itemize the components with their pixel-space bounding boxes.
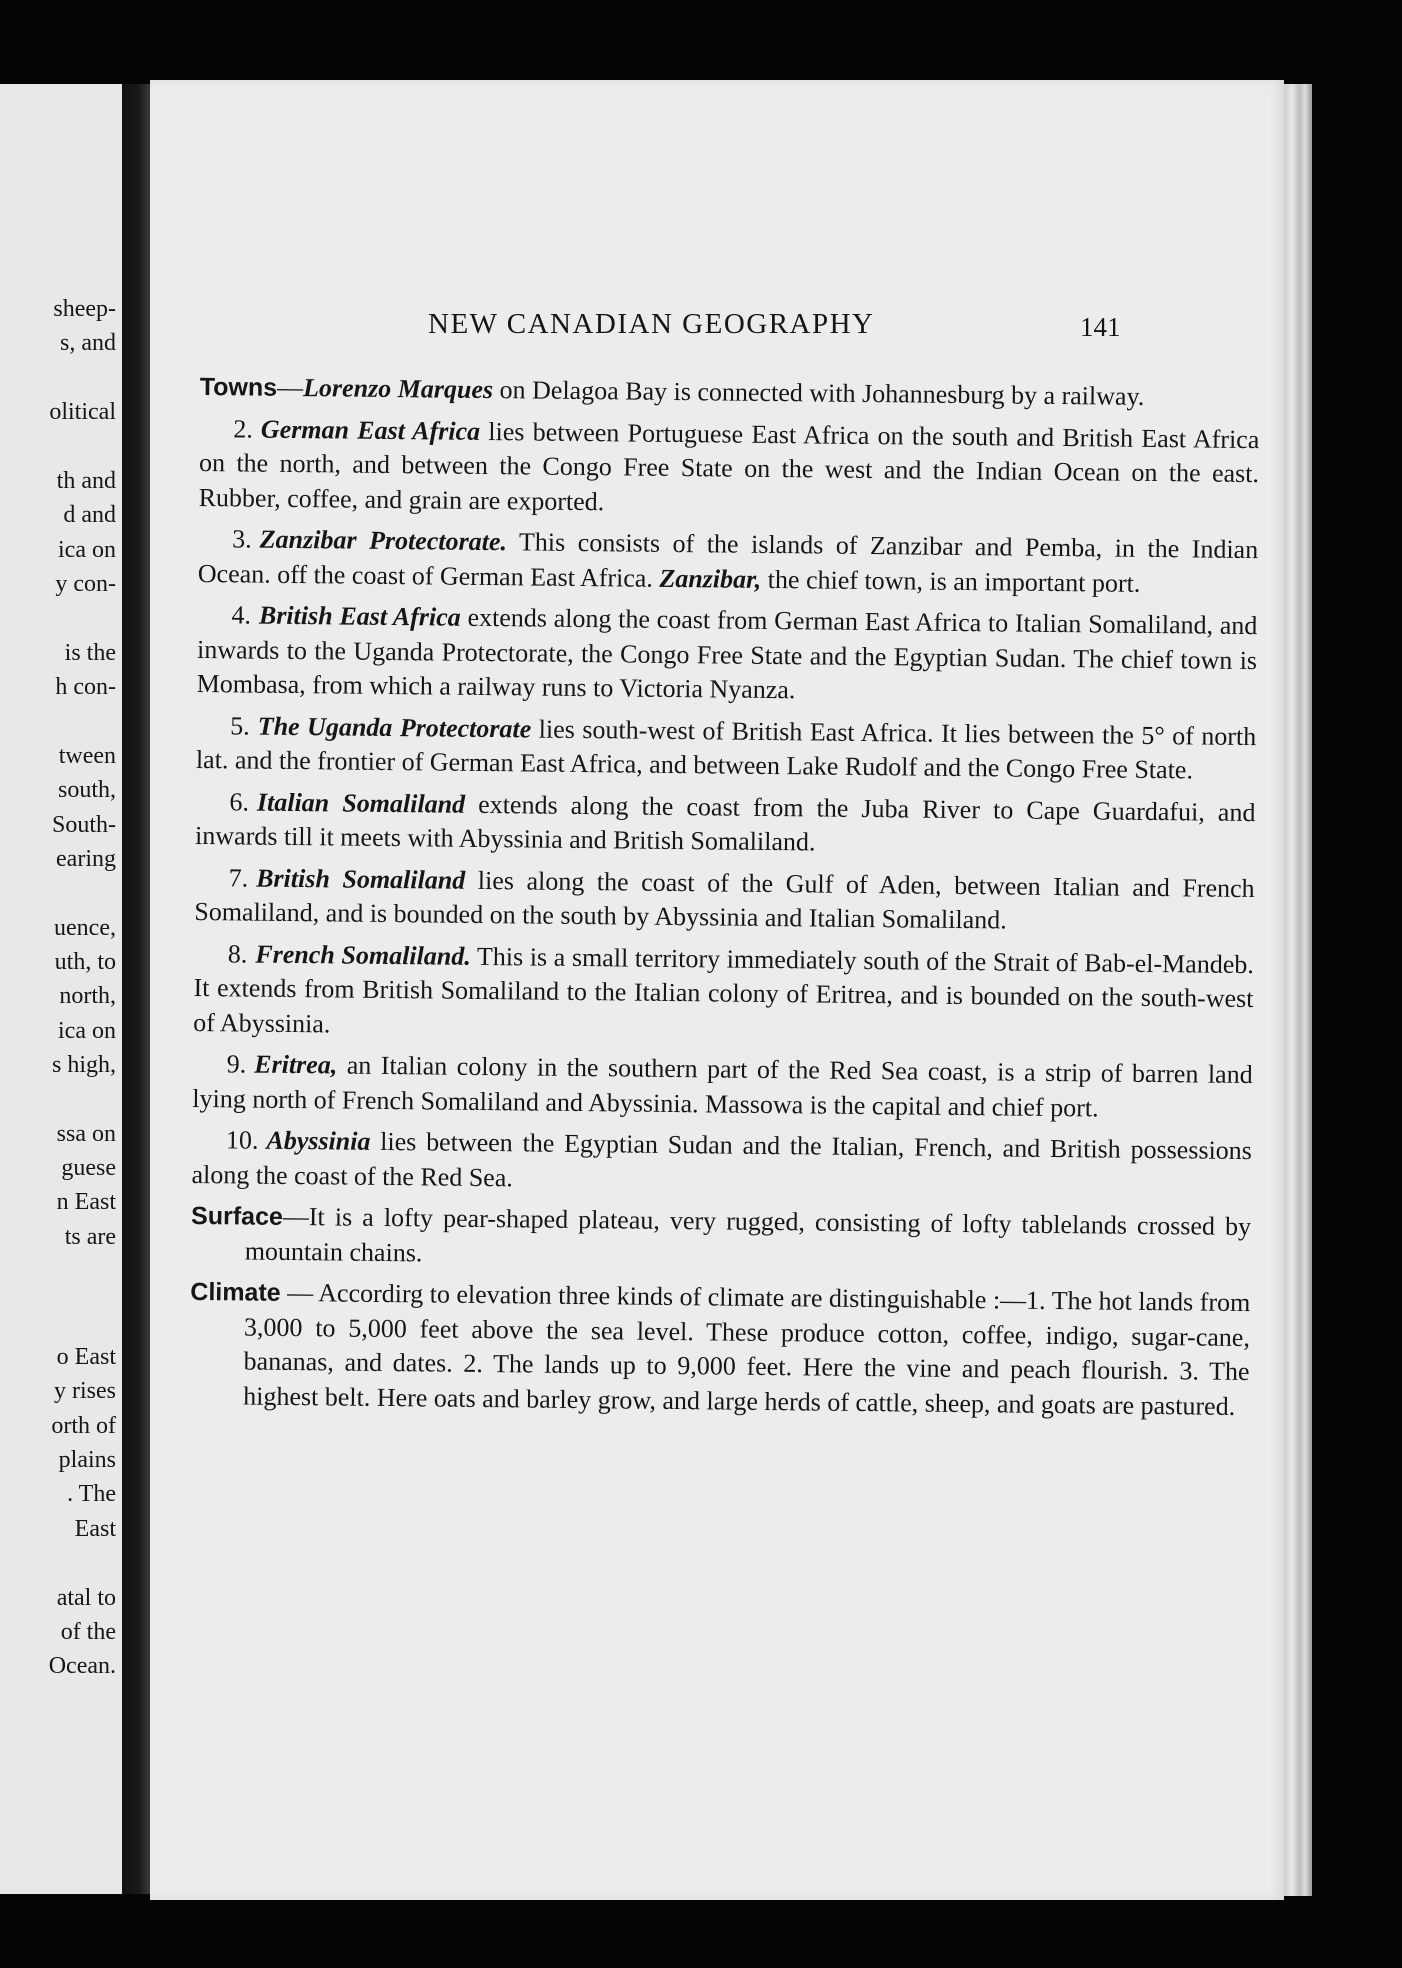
paragraph-text: an Italian colony in the southern part of the Red Sea coast, is a strip of barren land lying north of French Somaliland and Abyssinia. Massowa is the capital and chief port. [192, 1050, 1253, 1122]
paragraph-number: 6. [229, 786, 250, 817]
left-facing-page [0, 84, 122, 1894]
left-fragment: plains [58, 1447, 116, 1473]
left-fragment: south, [57, 777, 116, 803]
left-fragment: sheep- [53, 296, 116, 322]
main-page [150, 80, 1284, 1900]
paragraph-7 [194, 860, 1255, 940]
italic-place-name: British East Africa [258, 600, 461, 632]
left-fragment: ica on [58, 537, 116, 563]
italic-place-name: Italian Somaliland [256, 787, 466, 819]
book-gutter [122, 84, 150, 1894]
italic-place-name: Lorenzo Marques [302, 373, 494, 405]
paragraph-text: on Delagoa Bay is connected with Johannesburg by a railway. [492, 375, 1145, 411]
paragraph-text: the chief town, is an important port. [761, 564, 1141, 598]
left-fragment: olitical [49, 399, 116, 425]
italic-place-name: German East Africa [260, 414, 481, 446]
left-fragment: East [74, 1516, 116, 1542]
left-fragment: n East [56, 1189, 116, 1215]
italic-place-name: Zanzibar Protectorate. [259, 524, 508, 557]
italic-place-name: British Somaliland [256, 863, 466, 895]
paragraph-8 [193, 936, 1254, 1051]
paragraph-text: lies along the coast of the Gulf of Aden, between Italian and French Somaliland, and is bounded on the south by Abyssinia and Italian Somaliland. [194, 865, 1255, 935]
left-fragment: guese [61, 1155, 116, 1181]
left-fragment: orth of [51, 1413, 116, 1439]
paragraph-number: 8. [227, 938, 248, 969]
left-fragment: ssa on [56, 1121, 116, 1147]
left-fragment: th and [56, 468, 116, 494]
paragraph-surface [191, 1199, 1252, 1279]
paragraph-4 [197, 598, 1258, 713]
italic-place-name: The Uganda Protectorate [257, 711, 532, 743]
left-fragment: north, [59, 983, 116, 1009]
paragraph-text: —It is a lofty pear-shaped plateau, very rugged, consisting of lofty tablelands crossed by mountain chains. [244, 1201, 1252, 1267]
paragraph-10 [191, 1123, 1252, 1203]
paragraph-number: 3. [232, 524, 252, 554]
paragraph-text: extends along the coast from German East Africa to Italian Somaliland, and inwards to the Uganda Protectorate, the Congo Free State and the Egyptian Sudan. The chief town is Mombasa, from which a railway runs to Victoria Nyanza. [196, 602, 1258, 705]
paragraph-text: lies between Portuguese East Africa on the south and British East Africa on the north, and between the Congo Free State on the west and the Indian Ocean on the east. Rubber, coffee, and grain are exported. [198, 416, 1260, 516]
paragraph-number: 5. [230, 710, 250, 741]
left-fragment: . The [67, 1481, 116, 1507]
left-fragment: d and [63, 502, 116, 528]
paragraph-text: extends along the coast from the Juba River to Cape Guardafui, and inwards till it meets with Abyssinia and British Somaliland. [194, 789, 1256, 857]
left-fragment: earing [56, 846, 116, 872]
paragraph-climate [189, 1275, 1250, 1424]
page-number: 141 [1080, 312, 1121, 342]
italic-place-name: Abyssinia [266, 1125, 371, 1156]
left-fragment: uth, to [54, 949, 116, 975]
paragraph-9 [192, 1047, 1253, 1127]
left-fragment: s, and [60, 330, 116, 356]
paragraph-number: 9. [226, 1049, 247, 1079]
section-heading-towns: Towns [199, 372, 278, 402]
paragraph-number: 10. [225, 1125, 259, 1155]
left-fragment: h con- [55, 674, 116, 700]
page-stack-edge [1284, 84, 1312, 1896]
paragraph-number: 7. [228, 862, 249, 893]
paragraph-towns [200, 370, 1260, 416]
paragraph-number: 2. [233, 413, 254, 444]
paragraph-text: lies south-west of British East Africa. It lies between the 5° of north lat. and the frontier of German East Africa, and between Lake Rudolf and the Congo Free State. [195, 713, 1257, 785]
left-fragment: ica on [58, 1018, 116, 1044]
paragraph-number: 4. [231, 600, 252, 630]
running-title: NEW CANADIAN GEOGRAPHY [428, 308, 875, 340]
left-fragment: of the [60, 1619, 116, 1645]
left-fragment: South- [51, 812, 116, 838]
left-fragment: y rises [54, 1378, 116, 1404]
paragraph-2 [198, 411, 1259, 526]
left-fragment: tween [58, 743, 116, 769]
section-heading-surface: Surface [190, 1201, 284, 1231]
page-header [150, 308, 1284, 348]
left-fragment: s high, [51, 1052, 116, 1078]
paragraph-text: lies between the Egyptian Sudan and the Italian, French, and British possessions along the coast of the Red Sea. [191, 1126, 1253, 1192]
left-fragment: o East [56, 1344, 116, 1370]
left-fragment: atal to [56, 1585, 116, 1611]
section-heading-climate: Climate [190, 1277, 281, 1307]
left-fragment: uence, [54, 915, 116, 941]
italic-place-name: Zanzibar, [659, 563, 762, 594]
left-fragment: ts are [64, 1224, 116, 1250]
paragraph-text: This consists of the islands of Zanzibar and Pemba, in the Indian Ocean. off the coast of German East Africa. [197, 527, 1259, 593]
body-text [189, 370, 1260, 1431]
paragraph-text: This is a small territory immediately south of the Strait of Bab-el-Mandeb. It extends from British Somaliland to the Italian colony of Eritrea, and is bounded on the south-west of Abyssinia. [193, 941, 1254, 1038]
paragraph-6 [195, 784, 1256, 864]
paragraph-text: — Accordirg to elevation three kinds of climate are distinguishable :—1. The hot lands from 3,000 to 5,000 feet above the sea level. These produce cotton, coffee, indigo, sugar-cane, bananas, and dates. 2. The lands up to 9,000 feet. Here the vine and peach flourish. 3. The highest belt. Here oats and barley grow, and large herds of cattle, sheep, and goats are pastured. [243, 1277, 1251, 1421]
left-fragment: is the [64, 640, 116, 666]
dash: — [276, 372, 304, 403]
italic-place-name: French Somaliland. [255, 939, 471, 971]
left-fragment: Ocean. [48, 1653, 116, 1679]
left-fragment: y con- [55, 571, 116, 597]
paragraph-5 [196, 708, 1257, 788]
italic-place-name: Eritrea, [254, 1049, 338, 1080]
paragraph-3 [198, 522, 1259, 602]
